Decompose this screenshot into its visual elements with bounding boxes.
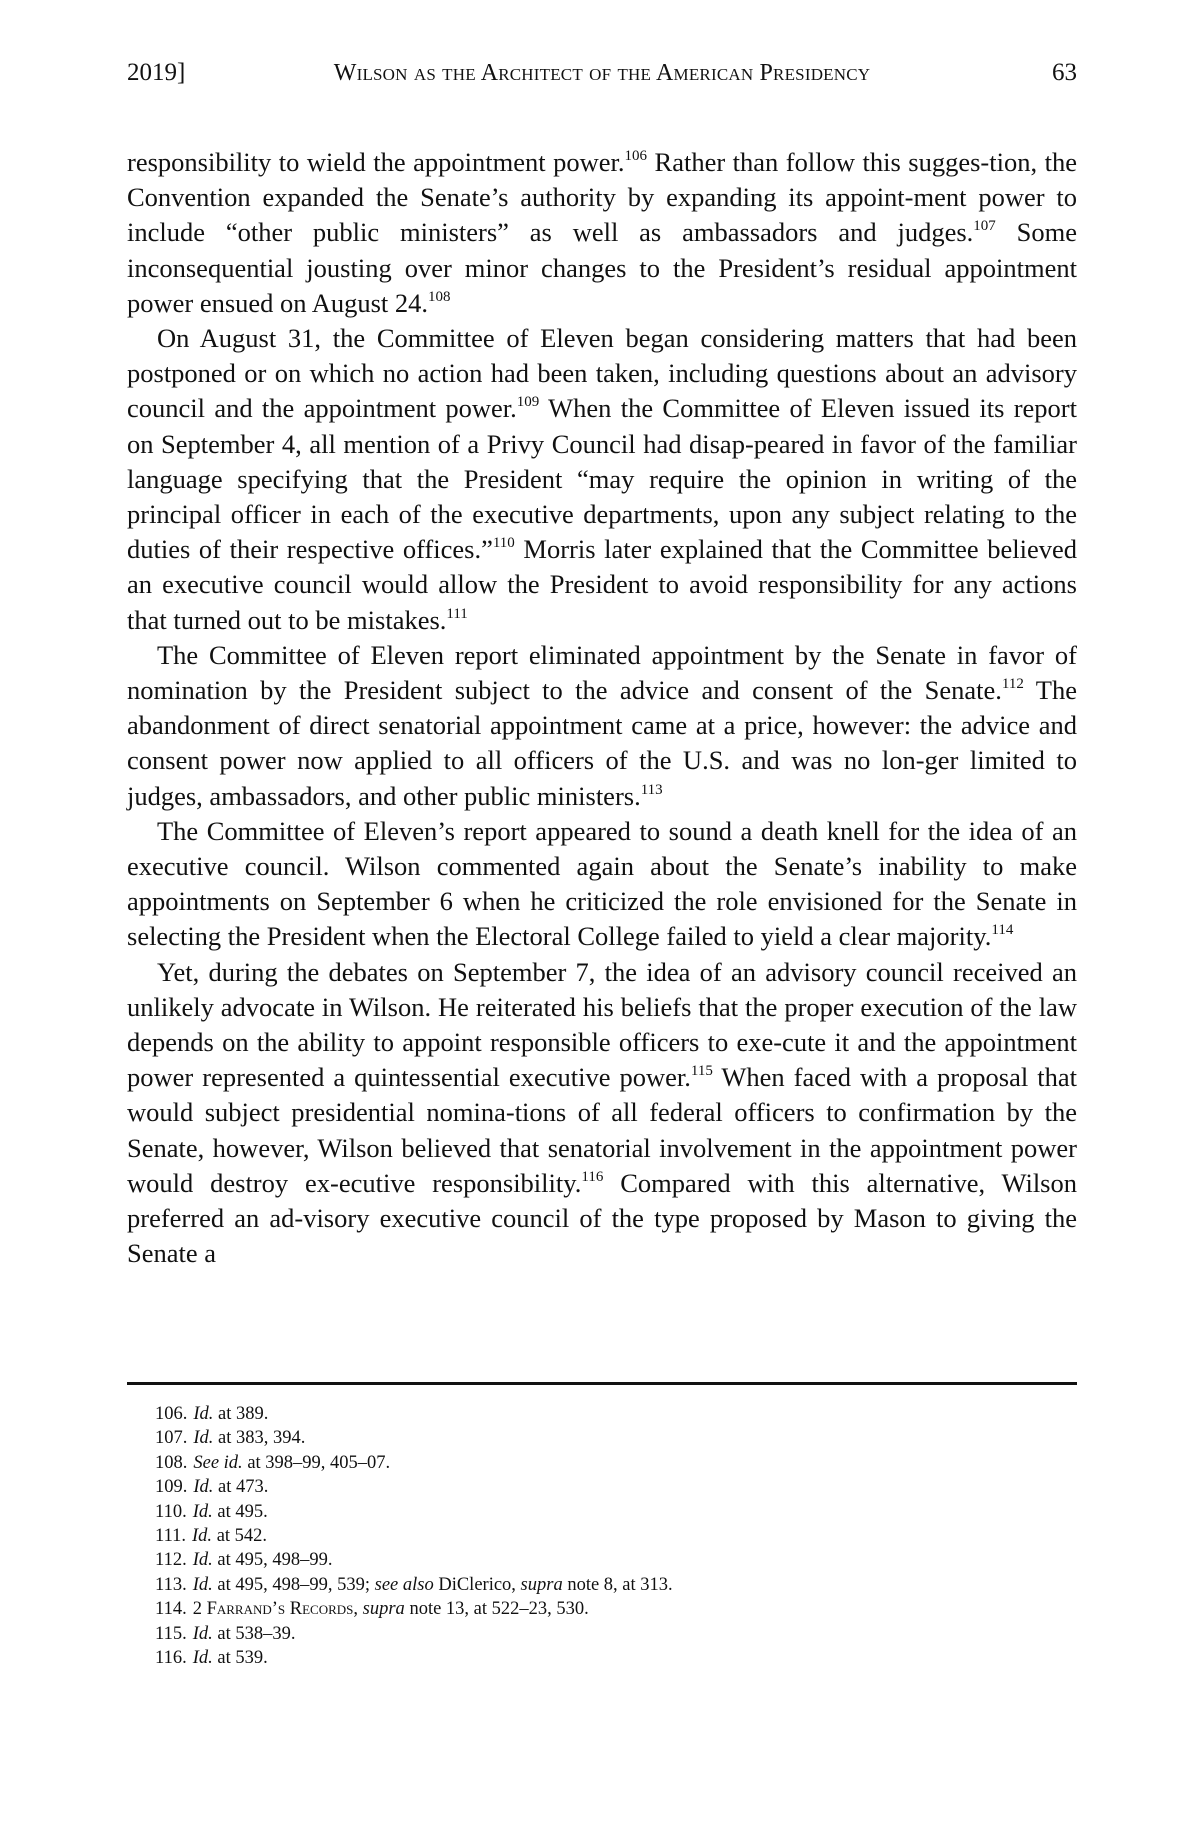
footnote (127, 1524, 1077, 1548)
italic-text: Id. (192, 1648, 213, 1669)
footnote-reference: 111 (446, 605, 468, 622)
page-number: 63 (1052, 59, 1077, 86)
body-paragraph (127, 955, 1077, 1272)
footnote (127, 1475, 1077, 1499)
footnote-reference: 106 (624, 148, 648, 164)
text-run: at 495, 498–99. (212, 1550, 333, 1571)
volume-year: 2019] (127, 59, 186, 86)
body-paragraph (127, 321, 1077, 638)
footnote-reference: 114 (991, 922, 1014, 939)
text-run: at 538–39. (212, 1623, 296, 1644)
footnote-reference: 113 (640, 781, 663, 798)
running-head (127, 56, 1077, 90)
footnote-reference: 116 (581, 1168, 604, 1185)
footnote (127, 1548, 1077, 1572)
footnote-number: 109. (155, 1477, 188, 1498)
text-run: note 13, at 522–23, 530. (404, 1599, 589, 1620)
text-run: Some inconsequential jousting over minor changes to the President’s residual appointment power ensued on August 24. (127, 217, 1077, 318)
text-run: The Committee of Eleven’s report appeared to sound a death knell for the idea of an executive council. Wilson commented again about the Senate’s inability to make appointments on September 6 when he criticized the role envisioned for the Senate in selecting the President when the Electoral College failed to yield a clear majority. (127, 815, 1077, 952)
text-run: at 539. (212, 1648, 268, 1669)
small-caps-text: Farrand’s Records (206, 1599, 354, 1620)
italic-text: supra (362, 1599, 405, 1620)
text-run: , (353, 1599, 363, 1620)
footnote-number: 106. (155, 1404, 188, 1424)
text-run: at 542. (212, 1526, 268, 1547)
body-paragraph (127, 638, 1077, 814)
footnote (127, 1646, 1077, 1670)
article-body (127, 145, 1077, 1272)
italic-text: Id. (192, 1574, 213, 1595)
text-run: at 389. (213, 1404, 269, 1424)
footnote-number: 112. (155, 1550, 187, 1571)
footnote-reference: 115 (690, 1063, 713, 1080)
text-run: at 495. (212, 1501, 268, 1522)
footnote-number: 111. (155, 1526, 187, 1547)
footnote (127, 1573, 1077, 1597)
footnote (127, 1597, 1077, 1621)
text-run: Yet, during the debates on September 7, the idea of an advisory council received an unlikely advocate in Wilson. He reiterated his beliefs that the proper execution of the law depends on the ability to appoint responsible officers to exe-cute it and the appointment power represented a quintessential executive power. (127, 956, 1077, 1093)
footnote (127, 1402, 1077, 1426)
italic-text: Id. (192, 1550, 213, 1571)
footnote-number: 110. (155, 1501, 187, 1522)
text-run: 2 (192, 1599, 207, 1620)
text-run: at 398–99, 405–07. (242, 1452, 391, 1473)
text-run: When the Committee of Eleven issued its report on September 4, all mention of a Privy Council had disap-peared in favor of the familiar language specifying that the President “may require the opinion in writing of the principal officer in each of the executive departments, upon any subject relating to the duties of their respective offices.” (127, 393, 1077, 565)
footnote-number: 108. (155, 1452, 188, 1473)
italic-text: Id. (193, 1404, 214, 1424)
footnote (127, 1451, 1077, 1475)
footnote (127, 1426, 1077, 1450)
footnote (127, 1500, 1077, 1524)
footnote (127, 1622, 1077, 1646)
italic-text: Id. (192, 1526, 213, 1547)
footnote-number: 107. (155, 1428, 188, 1449)
text-run: at 495, 498–99, 539; (212, 1574, 375, 1595)
running-title: Wilson as the Architect of the American Presidency (333, 60, 871, 86)
text-run: at 383, 394. (213, 1428, 306, 1449)
footnote-number: 113. (155, 1574, 187, 1595)
text-run: note 8, at 313. (562, 1574, 673, 1595)
italic-text: see also (374, 1574, 434, 1595)
body-paragraph (127, 145, 1077, 321)
body-paragraph (127, 814, 1077, 955)
footnote-reference: 107 (973, 218, 996, 235)
italic-text: See id. (193, 1452, 243, 1473)
text-run: at 473. (213, 1477, 269, 1498)
text-run: When faced with a proposal that would subject presidential nomina-tions of all federal officers to confirmation by the Senate, however, Wilson believed that senatorial involvement in the appointment power would destroy ex-ecutive responsibility. (127, 1062, 1078, 1198)
text-run: On August 31, the Committee of Eleven began considering matters that had been postponed or on which no action had been taken, including questions about an advisory council and the appointment power. (127, 323, 1077, 424)
text-run: responsibility to wield the appointment power. (127, 147, 625, 177)
footnote-number: 115. (155, 1623, 187, 1644)
text-run: The Committee of Eleven report eliminated appointment by the Senate in favor of nomination by the President subject to the advice and consent of the Senate. (127, 639, 1077, 706)
italic-text: Id. (193, 1477, 214, 1498)
footnote-reference: 109 (516, 394, 540, 411)
text-run: The abandonment of direct senatorial appointment came at a price, however: the advice and consent power now applied to all officers of the U.S. and was no lon-ger limited to judges, ambassadors, and other public ministers. (127, 675, 1077, 811)
text-run: Rather than follow this sugges-tion, the Convention expanded the Senate’s authority by expanding its appoint-ment power to include “other public ministers” as well as ambassadors and judges. (127, 147, 1077, 248)
footnotes (127, 1402, 1077, 1670)
footnote-reference: 108 (428, 288, 451, 305)
text-run: Morris later explained that the Committee believed an executive council would allow the President to avoid responsibility for any actions that turned out to be mistakes. (127, 534, 1077, 635)
italic-text: Id. (192, 1623, 213, 1644)
italic-text: Id. (192, 1501, 213, 1522)
footnote-reference: 110 (492, 535, 515, 552)
italic-text: Id. (193, 1428, 214, 1449)
footnote-divider (127, 1382, 1077, 1385)
footnote-reference: 112 (1001, 676, 1024, 693)
italic-text: supra (520, 1574, 563, 1595)
text-run: DiClerico, (433, 1574, 521, 1595)
footnote-number: 116. (155, 1648, 187, 1669)
footnote-number: 114. (155, 1599, 187, 1620)
text-run: Compared with this alternative, Wilson preferred an ad-visory executive council of the type proposed by Mason to giving the Senate a (127, 1167, 1077, 1269)
